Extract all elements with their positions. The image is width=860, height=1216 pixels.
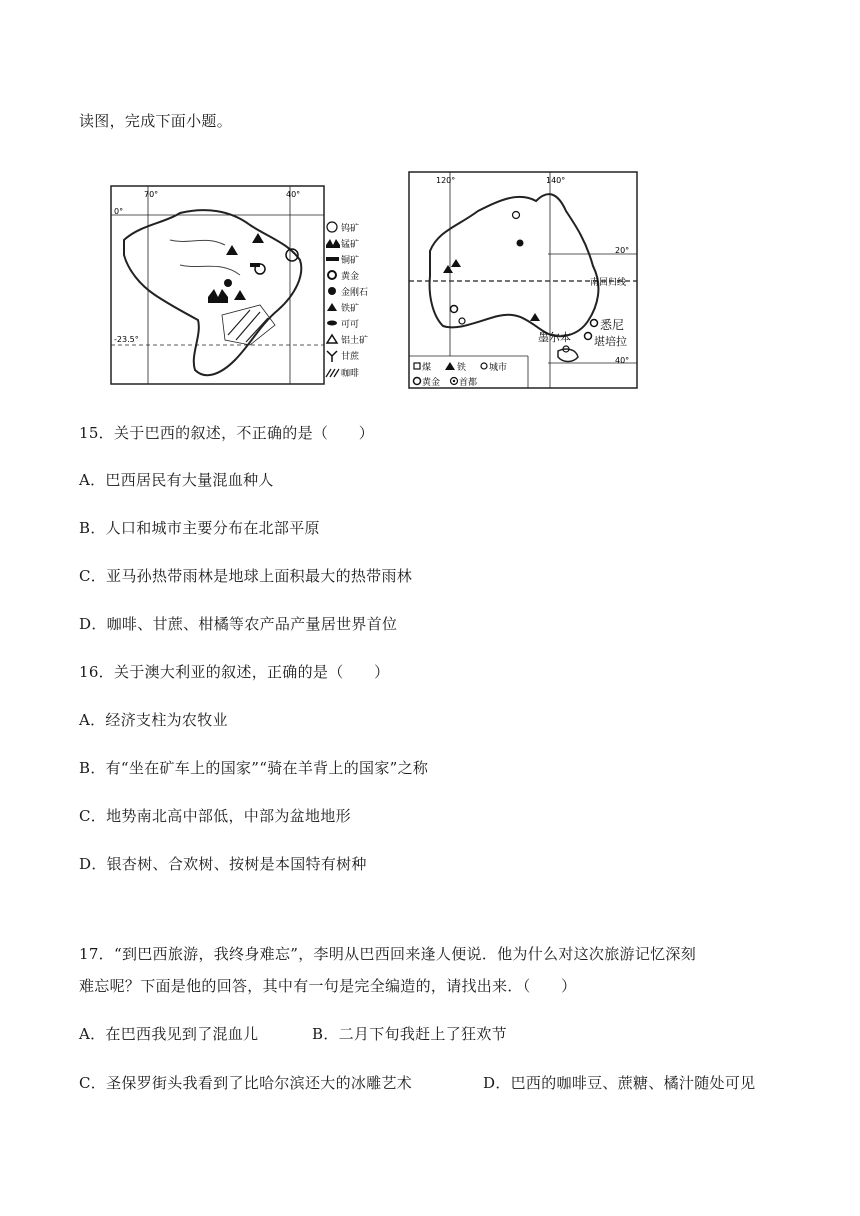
legend-bauxite: 铝土矿: [341, 336, 369, 346]
legend-coffee: 咖啡: [341, 369, 360, 379]
aus-legend-capital: 首都: [459, 378, 478, 388]
brazil-legend: [324, 219, 384, 389]
question-15-option-d: D．咖啡、甘蔗、柑橘等农产品产量居世界首位: [79, 615, 398, 633]
city-melbourne: 墨尔本: [538, 331, 571, 344]
legend-diamond: 金刚石: [341, 288, 369, 298]
question-17-stem-line1: 17．“到巴西旅游，我终身难忘”，李明从巴西回来逢人便说．他为什么对这次旅游记忆深刻: [79, 945, 697, 963]
australia-lat-label: 20°: [615, 246, 630, 255]
question-17-option-d: D．巴西的咖啡豆、蔗糖、橘汁随处可见: [483, 1074, 756, 1092]
australia-lon-label: 120°: [436, 176, 456, 185]
question-16-option-d: D．银杏树、合欢树、按树是本国特有树种: [79, 855, 367, 873]
question-17-stem-line2: 难忘呢？下面是他的回答，其中有一句是完全编造的，请找出来．（ ）: [79, 977, 577, 995]
legend-tungsten: 钨矿: [341, 224, 360, 234]
australia-map: [408, 171, 638, 389]
brazil-map: [110, 185, 325, 385]
legend-gold: 黄金: [341, 272, 360, 282]
question-17-option-b: B．二月下旬我赶上了狂欢节: [312, 1025, 507, 1043]
tropic-label: 南回归线: [590, 278, 627, 288]
question-15-option-b: B．人口和城市主要分布在北部平原: [79, 519, 320, 537]
aus-legend-city: 城市: [489, 363, 508, 373]
legend-manganese: 锰矿: [341, 240, 360, 250]
legend-copper: 铜矿: [341, 256, 360, 266]
brazil-lat-label: -23.5°: [114, 335, 139, 344]
brazil-lat-label: 0°: [114, 207, 124, 216]
brazil-lon-label: 40°: [286, 190, 301, 199]
question-17-option-c: C．圣保罗街头我看到了比哈尔滨还大的冰雕艺术: [79, 1074, 413, 1092]
city-sydney: 悉尼: [600, 318, 625, 332]
question-17-option-a: A．在巴西我见到了混血儿: [79, 1025, 259, 1043]
intro-text: 读图，完成下面小题。: [79, 112, 233, 130]
question-15-option-c: C．亚马孙热带雨林是地球上面积最大的热带雨林: [79, 567, 413, 585]
question-15-option-a: A．巴西居民有大量混血种人: [79, 471, 274, 489]
aus-legend-gold: 黄金: [422, 378, 441, 388]
legend-cocoa: 可可: [341, 320, 360, 330]
question-16-option-b: B．有“坐在矿车上的国家”“骑在羊背上的国家”之称: [79, 759, 429, 777]
question-15-stem: 15．关于巴西的叙述，不正确的是（ ）: [79, 424, 375, 442]
maps-figure: [110, 167, 640, 389]
aus-legend-iron: 铁: [457, 363, 467, 373]
question-16-option-c: C．地势南北高中部低，中部为盆地地形: [79, 807, 351, 825]
legend-iron: 铁矿: [341, 304, 360, 314]
question-16-stem: 16．关于澳大利亚的叙述，正确的是（ ）: [79, 663, 390, 681]
brazil-lon-label: 70°: [144, 190, 159, 199]
australia-lat-label: 40°: [615, 356, 630, 365]
city-canberra: 堪培拉: [594, 335, 627, 348]
australia-lon-label: 140°: [546, 176, 566, 185]
question-16-option-a: A．经济支柱为农牧业: [79, 711, 228, 729]
legend-sugarcane: 甘蔗: [341, 352, 360, 362]
aus-legend-coal: 煤: [422, 363, 432, 373]
